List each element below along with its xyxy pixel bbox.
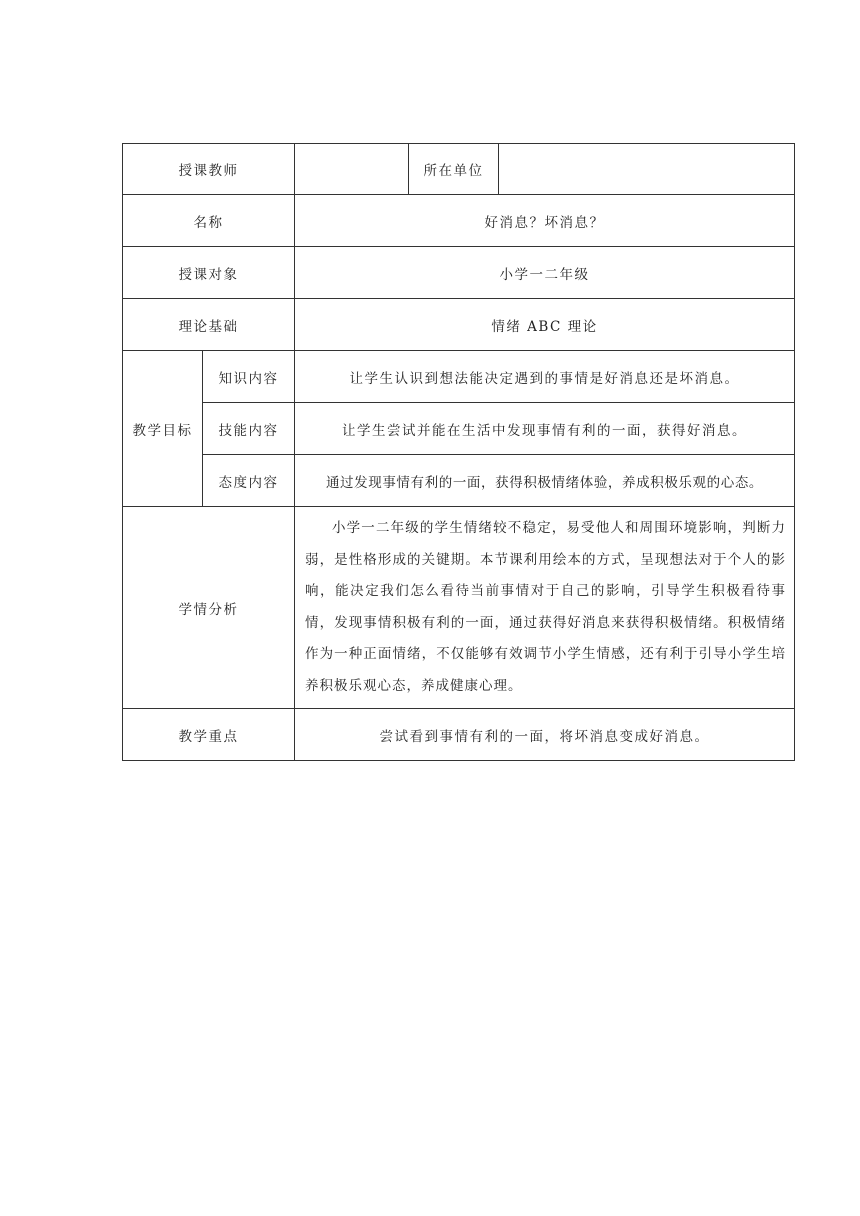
row-goal-skill — [123, 403, 795, 455]
row-analysis — [123, 507, 795, 709]
teacher-value — [295, 144, 409, 195]
name-value: 好消息？坏消息？ — [295, 195, 795, 247]
audience-value: 小学一二年级 — [295, 247, 795, 299]
row-theory — [123, 299, 795, 351]
analysis-label: 学情分析 — [123, 507, 295, 709]
theory-label: 理论基础 — [123, 299, 295, 351]
teacher-label: 授课教师 — [123, 144, 295, 195]
goal-skill-label: 技能内容 — [203, 403, 295, 455]
goal-attitude-label: 态度内容 — [203, 455, 295, 507]
goal-skill-value: 让学生尝试并能在生活中发现事情有利的一面，获得好消息。 — [295, 403, 795, 455]
row-audience — [123, 247, 795, 299]
row-name — [123, 195, 795, 247]
focus-value: 尝试看到事情有利的一面，将坏消息变成好消息。 — [295, 709, 795, 761]
goal-knowledge-label: 知识内容 — [203, 351, 295, 403]
row-teacher — [123, 144, 795, 195]
analysis-value: 小学一二年级的学生情绪较不稳定，易受他人和周围环境影响，判断力弱，是性格形成的关键期。本节课利用绘本的方式，呈现想法对于个人的影响，能决定我们怎么看待当前事情对于自己的影响，引导学生积极看待事情，发现事情积极有利的一面，通过获得好消息来获得积极情绪。积极情绪作为一种正面情绪，不仅能够有效调节小学生情感，还有利于引导小学生培养积极乐观心态，养成健康心理。 — [295, 507, 795, 709]
lesson-plan-table — [122, 143, 795, 761]
name-label: 名称 — [123, 195, 295, 247]
row-focus — [123, 709, 795, 761]
theory-value: 情绪 ABC 理论 — [295, 299, 795, 351]
focus-label: 教学重点 — [123, 709, 295, 761]
row-goal-attitude — [123, 455, 795, 507]
unit-value — [499, 144, 795, 195]
unit-label: 所在单位 — [409, 144, 499, 195]
goal-knowledge-value: 让学生认识到想法能决定遇到的事情是好消息还是坏消息。 — [295, 351, 795, 403]
goals-label: 教学目标 — [123, 351, 203, 507]
audience-label: 授课对象 — [123, 247, 295, 299]
goal-attitude-value: 通过发现事情有利的一面，获得积极情绪体验，养成积极乐观的心态。 — [295, 455, 795, 507]
row-goal-knowledge — [123, 351, 795, 403]
